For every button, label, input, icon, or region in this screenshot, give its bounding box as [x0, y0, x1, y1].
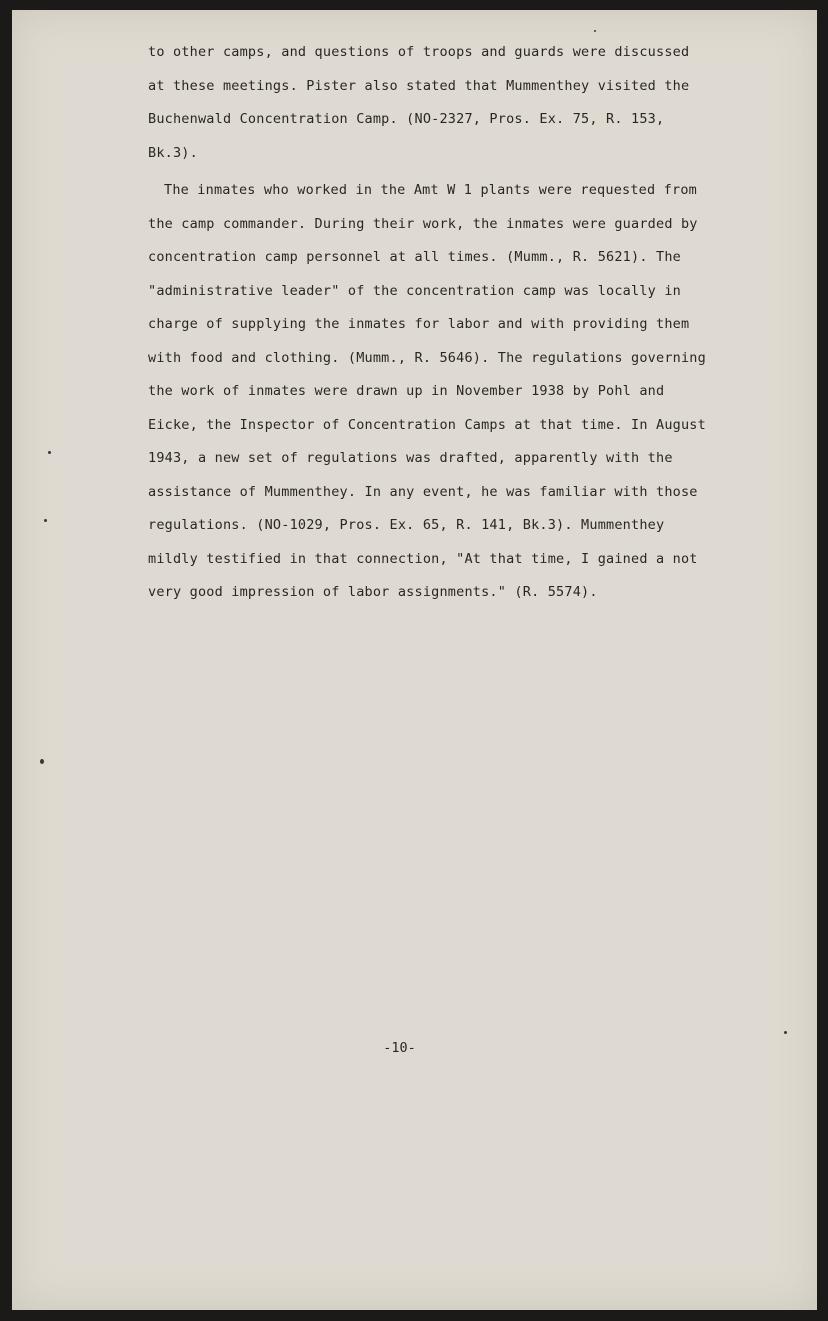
- page-number: -10-: [383, 1040, 416, 1056]
- paper-speck: [44, 519, 47, 522]
- text-line: to other camps, and questions of troops and guards were discussed: [148, 44, 690, 60]
- paragraph-2: [148, 174, 728, 610]
- text-line: concentration camp personnel at all times. (Mumm., R. 5621). The: [148, 249, 681, 265]
- text-line: regulations. (NO-1029, Pros. Ex. 65, R. 141, Bk.3). Mummenthey: [148, 517, 665, 533]
- paper-speck: [784, 1031, 787, 1034]
- text-line: very good impression of labor assignments." (R. 5574).: [148, 584, 598, 600]
- paper-speck: [48, 451, 51, 454]
- text-line: Buchenwald Concentration Camp. (NO-2327, Pros. Ex. 75, R. 153,: [148, 111, 665, 127]
- paragraph-1: [148, 36, 728, 170]
- text-line: 1943, a new set of regulations was drafted, apparently with the: [148, 450, 673, 466]
- paper-speck: [40, 759, 44, 764]
- document-body: [148, 36, 728, 610]
- text-line: assistance of Mummenthey. In any event, he was familiar with those: [148, 483, 698, 500]
- text-line: at these meetings. Pister also stated that Mummenthey visited the: [148, 77, 690, 94]
- text-line: with food and clothing. (Mumm., R. 5646). The regulations governing: [148, 349, 706, 366]
- document-page: [12, 10, 817, 1310]
- text-line: The inmates who worked in the Amt W 1 plants were requested from: [164, 182, 697, 198]
- text-line: mildly testified in that connection, "At that time, I gained a not: [148, 550, 698, 567]
- paper-speck: [594, 30, 596, 32]
- text-line: Eicke, the Inspector of Concentration Camps at that time. In August: [148, 416, 706, 433]
- text-line: Bk.3).: [148, 144, 198, 161]
- text-line: "administrative leader" of the concentration camp was locally in: [148, 282, 681, 299]
- text-line: charge of supplying the inmates for labor and with providing them: [148, 316, 690, 332]
- text-line: the camp commander. During their work, the inmates were guarded by: [148, 215, 698, 232]
- text-line: the work of inmates were drawn up in November 1938 by Pohl and: [148, 383, 665, 399]
